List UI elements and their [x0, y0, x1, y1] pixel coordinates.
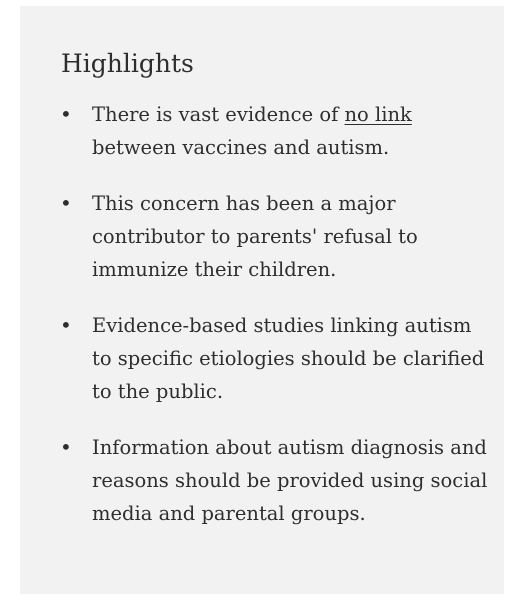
highlight-text: This concern has been a major contributor to parents' refusal to immunize their children. — [92, 192, 418, 281]
highlight-text-before-link: There is vast evidence of — [92, 103, 345, 126]
highlights-list — [20, 98, 504, 553]
highlight-item — [20, 187, 504, 286]
bullet-icon: • — [60, 313, 72, 337]
highlight-item — [20, 309, 504, 408]
highlights-title: Highlights — [61, 49, 194, 78]
no-link-link[interactable]: no link — [344, 103, 412, 126]
bullet-icon: • — [60, 191, 72, 215]
highlights-panel — [20, 6, 504, 594]
highlight-text — [92, 98, 492, 164]
bullet-icon: • — [60, 435, 72, 459]
bullet-icon: • — [60, 102, 72, 126]
highlight-text: Information about autism diagnosis and reasons should be provided using social media and parental groups. — [92, 436, 488, 525]
highlight-text-after-link: between vaccines and autism. — [92, 136, 390, 159]
highlight-item — [20, 98, 504, 164]
highlight-text: Evidence-based studies linking autism to specific etiologies should be clarified to the public. — [92, 314, 485, 403]
highlight-item — [20, 431, 504, 530]
